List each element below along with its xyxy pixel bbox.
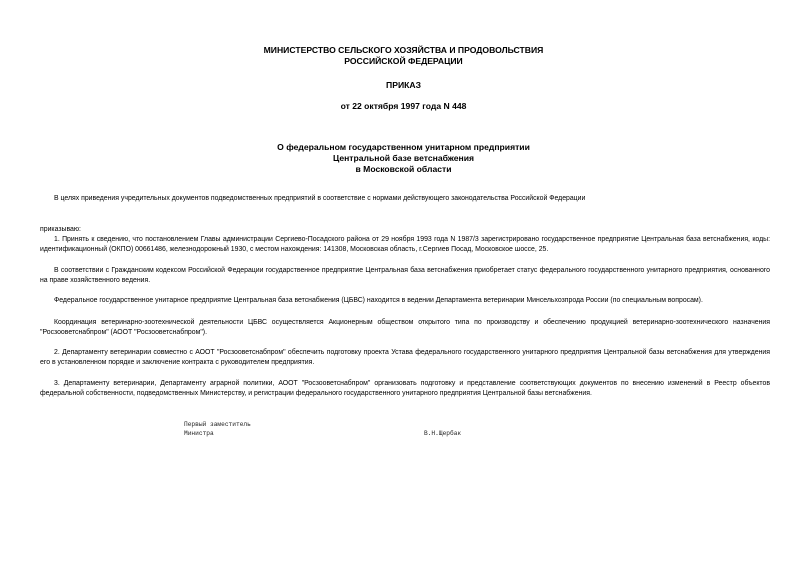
preamble-paragraph: В целях приведения учредительных документов подведомственных предприятий в соответствие с нормами действующего законодательства Российской Федерации [54,195,586,202]
paragraph-6: 3. Департаменту ветеринарии, Департаменту аграрной политики, АООТ "Росзооветснабпром" организовать подготовку и представление соответствующих документов по внесению изменений в Реестр объектов федеральной собственности, подведомственных Министерству, и регистрации федерального государственного унитарного предприятия Центральной базы ветснабжения. [40,380,770,397]
ministry-name-line1: МИНИСТЕРСТВО СЕЛЬСКОГО ХОЗЯЙСТВА И ПРОДОВОЛЬСТВИЯ [263,45,544,55]
paragraph-3: Федеральное государственное унитарное предприятие Центральная база ветснабжения (ЦБВС) находится в ведении Департамента ветеринарии Минсельхозпрода России (по специальным вопросам). [54,297,703,304]
order-word: приказываю: [40,226,81,233]
document-title-line1: О федеральном государственном унитарном предприятии [277,142,530,152]
document-title-line3: в Московской области [355,164,452,174]
signatory-position-line1: Первый заместитель [184,421,251,428]
document-date-number: от 22 октября 1997 года N 448 [340,101,467,111]
paragraph-2: В соответствии с Гражданским кодексом Российской Федерации государственное предприятие Центральная база ветснабжения приобретает статус федерального государственного унитарного предприятия, основанного на праве хозяйственного ведения. [40,267,770,284]
signatory-position-line2: Министра [184,430,214,437]
ministry-name-line2: РОССИЙСКОЙ ФЕДЕРАЦИИ [344,56,463,66]
document-type: ПРИКАЗ [386,80,421,90]
paragraph-4: Координация ветеринарно-зоотехнической деятельности ЦБВС осуществляется Акционерным обществом открытого типа по производству и обеспечению продукцией ветеринарно-зоотехнического назначения "Росзооветснабпром" (АООТ "Росзооветснабпром"). [40,319,770,336]
paragraph-5: 2. Департаменту ветеринарии совместно с АООТ "Росзооветснабпром" обеспечить подготовку проекта Устава федерального государственного унитарного предприятия Центральной базы ветснабжения для утверждения его в установленном порядке и заключение контракта с руководителем предприятия. [40,349,770,366]
document-title-line2: Центральной базе ветснабжения [332,153,475,163]
paragraph-1: 1. Принять к сведению, что постановлением Главы администрации Сергиево-Посадского района от 29 ноября 1993 года N 1987/3 зарегистрировано государственное предприятие Центральная база ветснабжения, коды: идентификационный (ОКПО) 00661486, железнодорожный 1930, с местом нахождения: 141308, Московская область, г.Сергиев Посад, Московское шоссе, 25. [40,236,770,253]
signatory-name: В.Н.Щербак [424,430,462,437]
